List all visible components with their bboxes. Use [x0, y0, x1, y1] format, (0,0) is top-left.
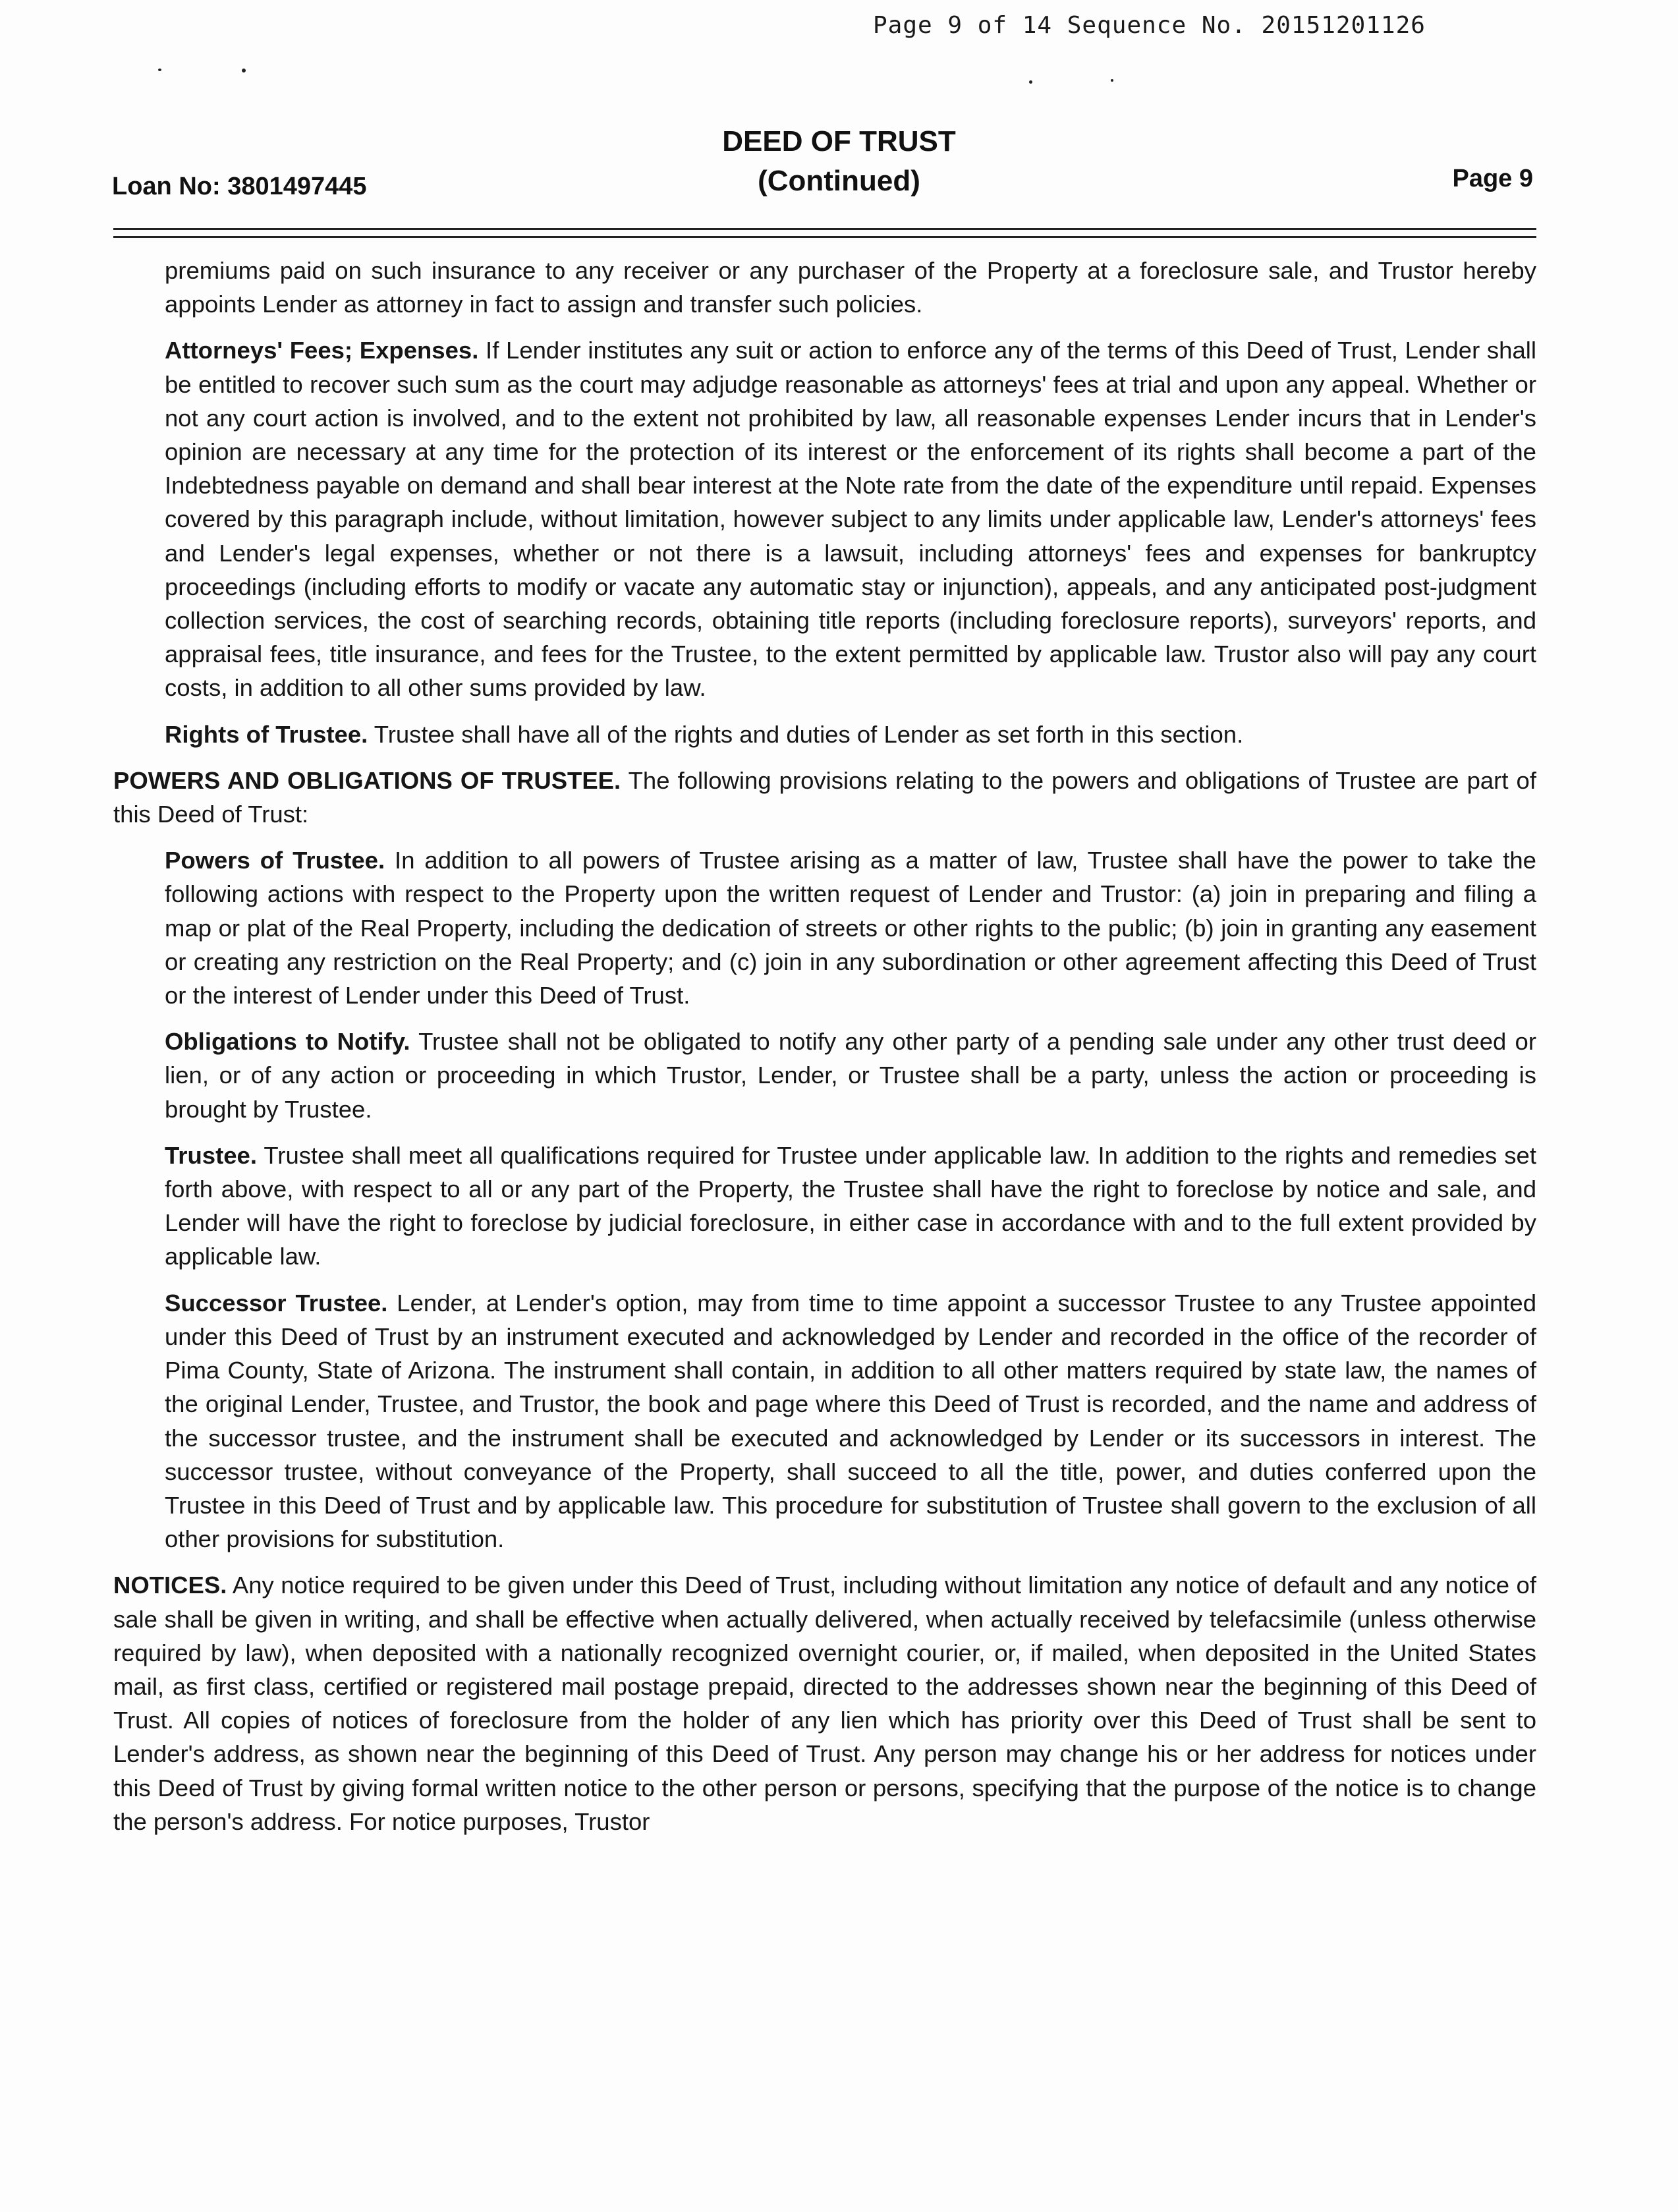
- paragraph-text: Any notice required to be given under this Deed of Trust, including without limitation any notice of default and any notice of sale shall be given in writing, and shall be effective when actually delivered, when actually received by telefacsimile (unless otherwise required by law), when deposited with a nationally recognized overnight courier, or, if mailed, when deposited in the United States mail, as first class, certified or registered mail postage prepaid, directed to the addresses shown near the beginning of this Deed of Trust. All copies of notices of foreclosure from the holder of any lien which has priority over this Deed of Trust shall be sent to Lender's address, as shown near the beginning of this Deed of Trust. Any person may change his or her address for notices under this Deed of Trust by giving formal written notice to the other person or persons, specifying that the purpose of the notice is to change the person's address. For notice purposes, Trustor: [113, 1572, 1536, 1835]
- header-rule-bottom: [113, 236, 1536, 238]
- paragraph-text: The following provisions relating to the powers and obligations of Trustee are part of this Deed of Trust:: [113, 766, 1536, 828]
- paragraph-heading: Successor Trustee.: [165, 1289, 388, 1317]
- sequence-stamp: Page 9 of 14 Sequence No. 20151201126: [873, 12, 1426, 39]
- paragraph-text: If Lender institutes any suit or action to enforce any of the terms of this Deed of Trust, Lender shall be entitled to recover such sum as the court may adjudge reasonable as attorneys' fees at trial and upon any appeal. Whether or not any court action is involved, and to the extent not prohibited by law, all reasonable expenses Lender incurs that in Lender's opinion are necessary at any time for the protection of its interest or the enforcement of its rights shall become a part of the Indebtedness payable on demand and shall bear interest at the Note rate from the date of the expenditure until repaid. Expenses covered by this paragraph include, without limitation, however subject to any limits under applicable law, Lender's attorneys' fees and Lender's legal expenses, whether or not there is a lawsuit, including attorneys' fees and expenses for bankruptcy proceedings (including efforts to modify or vacate any automatic stay or injunction), appeals, and any anticipated post-judgment collection services, the cost of searching records, obtaining title reports (including foreclosure reports), surveyors' reports, and appraisal fees, title insurance, and fees for the Trustee, to the extent permitted by applicable law. Trustor also will pay any court costs, in addition to all other sums provided by law.: [165, 337, 1536, 702]
- page-label: Page 9: [1452, 165, 1533, 192]
- scan-speck: [242, 69, 246, 72]
- scan-speck: [1111, 79, 1113, 82]
- scan-speck: [158, 69, 161, 71]
- paragraph-text: In addition to all powers of Trustee arising as a matter of law, Trustee shall have the power to take the following actions with respect to the Property upon the written request of Lender and Trustor: (a) join in preparing and filing a map or plat of the Real Property, including the dedication of streets or other rights to the public; (b) join in granting any easement or creating any restriction on the Real Property; and (c) join in any subordination or other agreement affecting this Deed of Trust or the interest of Lender under this Deed of Trust.: [165, 847, 1536, 1009]
- paragraph-successor-trustee: [113, 1286, 1536, 1556]
- paragraph-heading: Rights of Trustee.: [165, 720, 368, 748]
- section-notices: [113, 1568, 1536, 1838]
- paragraph-text: Trustee shall have all of the rights and duties of Lender as set forth in this section.: [374, 720, 1244, 748]
- document-body: [113, 254, 1536, 1851]
- paragraph-text: Trustee shall not be obligated to notify any other party of a pending sale under any other trust deed or lien, or of any action or proceeding in which Trustor, Lender, or Trustee shall be a party, unless the action or proceeding is brought by Trustee.: [165, 1028, 1536, 1123]
- paragraph-rights-of-trustee: [113, 718, 1536, 751]
- paragraph-heading: Powers of Trustee.: [165, 847, 385, 874]
- section-heading: NOTICES.: [113, 1572, 227, 1599]
- scan-speck: [1029, 80, 1032, 84]
- paragraph-heading: Trustee.: [165, 1141, 257, 1169]
- paragraph-powers-of-trustee: [113, 843, 1536, 1012]
- section-heading: POWERS AND OBLIGATIONS OF TRUSTEE.: [113, 766, 621, 794]
- paragraph-heading: Attorneys' Fees; Expenses.: [165, 337, 479, 364]
- document-subtitle: (Continued): [758, 165, 920, 197]
- section-powers-obligations: [113, 764, 1536, 831]
- paragraph-attorneys-fees: [113, 333, 1536, 704]
- paragraph-heading: Obligations to Notify.: [165, 1028, 410, 1056]
- paragraph-trustee: [113, 1139, 1536, 1274]
- paragraph-text: Lender, at Lender's option, may from time to time appoint a successor Trustee to any Trustee appointed under this Deed of Trust by an instrument executed and acknowledged by Lender and recorded in the office of the recorder of Pima County, State of Arizona. The instrument shall contain, in addition to all other matters required by state law, the names of the original Lender, Trustee, and Trustor, the book and page where this Deed of Trust is recorded, and the name and address of the successor trustee, and the instrument shall be executed and acknowledged by Lender or its successors in interest. The successor trustee, without conveyance of the Property, shall succeed to all the title, power, and duties conferred upon the Trustee in this Deed of Trust and by applicable law. This procedure for substitution of Trustee shall govern to the exclusion of all other provisions for substitution.: [165, 1289, 1536, 1553]
- paragraph-text: premiums paid on such insurance to any receiver or any purchaser of the Property at a foreclosure sale, and Trustor hereby appoints Lender as attorney in fact to assign and transfer such policies.: [165, 257, 1536, 318]
- document-title: DEED OF TRUST: [722, 125, 956, 157]
- loan-number: Loan No: 3801497445: [112, 173, 367, 200]
- header-rule-top: [113, 228, 1536, 230]
- paragraph-obligations-to-notify: [113, 1025, 1536, 1126]
- paragraph-insurance-continued: [113, 254, 1536, 321]
- paragraph-text: Trustee shall meet all qualifications required for Trustee under applicable law. In addition to the rights and remedies set forth above, with respect to all or any part of the Property, the Trustee shall have the right to foreclose by notice and sale, and Lender will have the right to foreclose by judicial foreclosure, in either case in accordance with and to the full extent provided by applicable law.: [165, 1141, 1536, 1270]
